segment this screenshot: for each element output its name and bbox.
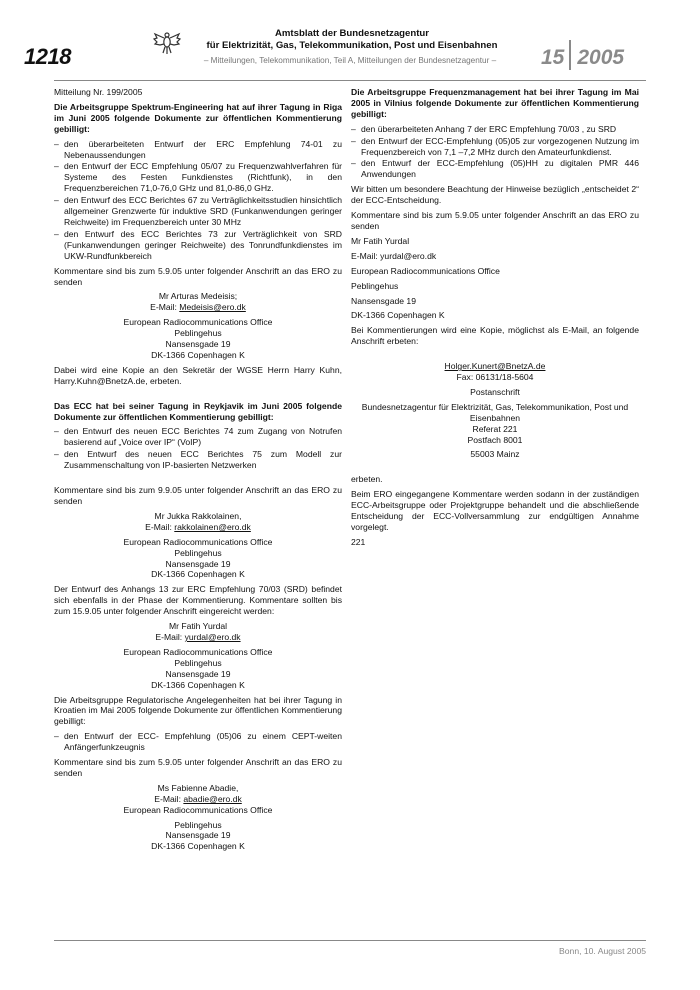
list-item: – den Entwurf des neuen ECC Berichtes 74 zum Zugang von Notrufen basierend auf „Voice over IP“ (VoIP)	[54, 426, 342, 448]
address-building: Peblingehus	[174, 547, 222, 558]
list-item: – den Entwurf der ECC- Empfehlung (05)06 zu einem CEPT-weiten Anfängerfunkzeugnis	[54, 731, 342, 753]
address-name: Mr Fatih Yurdal	[168, 621, 228, 632]
address-email-line: E-Mail: rakkolainen@ero.dk	[145, 521, 251, 532]
section2-heading: Das ECC hat bei seiner Tagung in Reykjavik im Juni 2005 folgende Dokumente zur öffentlichen Kommentierung gebilligt:	[54, 400, 342, 422]
fax-number: Fax: 06131/18-5604	[456, 372, 534, 383]
footer-date: Bonn, 10. August 2005	[559, 946, 646, 956]
address-city: DK-1366 Copenhagen K	[151, 841, 245, 852]
gazette-title-line1: Amtsblatt der Bundesnetzagentur	[274, 28, 430, 39]
section2-list	[54, 426, 342, 471]
reference-number: 221	[351, 536, 366, 547]
address-name: Mr Jukka Rakkolainen,	[154, 510, 242, 521]
section1-list	[54, 139, 342, 262]
erbeten-text: erbeten.	[351, 474, 383, 485]
postal-label: Postanschrift	[470, 386, 520, 397]
federal-eagle-icon	[152, 28, 182, 58]
section5-note: Wir bitten um besondere Beachtung der Hinweise bezüglich „entscheidet 2“ der ECC-Entscheidung.	[351, 184, 639, 206]
right-column	[351, 87, 639, 552]
address-email-line: E-Mail: Medeisis@ero.dk	[150, 302, 246, 313]
address-org: European Radiocommunications Office	[123, 317, 273, 328]
email-link[interactable]: abadie@ero.dk	[183, 793, 242, 804]
section1-copy-note: Dabei wird eine Kopie an den Sekretär der WGSE Herrn Harry Kuhn, Harry.Kuhn@BnetzA.de, erbeten.	[54, 364, 342, 386]
address-block-1	[54, 291, 342, 360]
email-link[interactable]: Holger.Kunert@BnetzA.de	[444, 361, 546, 372]
address-referat: Referat 221	[472, 423, 518, 434]
issue-number: 15	[541, 46, 565, 69]
list-item: – den Entwurf der ECC-Empfehlung (05)05 zur vorgezogenen Nutzung im Frequenzbereich von 7,1 –7,2 MHz durch den Amateurfunkdienst.	[351, 136, 639, 158]
section5-comment: Kommentare sind bis zum 5.9.05 unter folgender Anschrift an das ERO zu senden	[351, 210, 639, 231]
address-street: Nansensgade 19	[165, 668, 231, 679]
address-block-4	[54, 783, 342, 852]
email-link[interactable]: yurdal@ero.dk	[184, 631, 241, 642]
address-block-2	[54, 511, 342, 580]
list-item: – den überarbeiteten Anhang 7 der ERC Empfehlung 70/03 , zu SRD	[351, 124, 639, 135]
address-street: Nansensgade 19	[165, 830, 231, 841]
address-org: European Radiocommunications Office	[351, 265, 500, 276]
address-name: Ms Fabienne Abadie,	[157, 782, 239, 793]
section4-comment: Kommentare sind bis zum 5.9.05 unter folgender Anschrift an das ERO zu senden	[54, 757, 342, 778]
section3-text: Der Entwurf des Anhangs 13 zur ERC Empfehlung 70/03 (SRD) befindet sich ebenfalls in der Phase der Kommentierung. Kommentare sollten bis zum 15.9.05 unter folgender Anschrift eingereicht werden:	[54, 584, 342, 617]
address-city: DK-1366 Copenhagen K	[151, 679, 245, 690]
section1-comment: Kommentare sind bis zum 5.9.05 unter folgender Anschrift an das ERO zu senden	[54, 265, 342, 287]
footer-divider	[54, 940, 646, 941]
address-street: Nansensgade 19	[165, 339, 231, 350]
email-link[interactable]: Medeisis@ero.dk	[179, 302, 246, 313]
section5-heading: Die Arbeitsgruppe Frequenzmanagement hat bei ihrer Tagung im Mai 2005 in Vilnius folgende Dokumente zur öffentlichen Kommentierung gebilligt:	[351, 87, 639, 119]
section4-text: Die Arbeitsgruppe Regulatorische Angelegenheiten hat bei ihrer Tagung in Kroatien im Mai 2005 folgende Dokumente zur öffentlichen Kommentierung gebilligt:	[54, 694, 342, 727]
gazette-subtitle: – Mitteilungen, Telekommunikation, Teil A, Mitteilungen der Bundesnetzagentur –	[203, 56, 497, 65]
section2-comment: Kommentare sind bis zum 9.9.05 unter folgender Anschrift an das ERO zu senden	[54, 485, 342, 506]
address-city: 55003 Mainz	[470, 449, 520, 460]
address-building: Peblingehus	[174, 657, 222, 668]
address-street: Nansensgade 19	[351, 295, 416, 306]
address-building: Peblingehus	[174, 328, 222, 339]
address-org: Bundesnetzagentur für Elektrizität, Gas, Telekommunikation, Post und Eisenbahnen	[361, 401, 629, 423]
header-divider	[54, 80, 646, 81]
address-org: European Radiocommunications Office	[123, 804, 273, 815]
address-name: Mr Arturas Medeisis;	[158, 291, 238, 302]
address-email-line: E-Mail: abadie@ero.dk	[154, 793, 242, 804]
section5-list	[351, 124, 639, 181]
gazette-title-line2: für Elektrizität, Gas, Telekommunikation, Post und Eisenbahnen	[206, 40, 498, 51]
address-block-3	[54, 621, 342, 690]
copy-request: Bei Kommentierungen wird eine Kopie, möglichst als E-Mail, an folgende Anschrift erbeten:	[351, 325, 639, 347]
address-name: Mr Fatih Yurdal	[351, 235, 410, 246]
address-postfach: Postfach 8001	[467, 434, 523, 445]
notice-id: Mitteilung Nr. 199/2005	[54, 87, 143, 97]
bnetza-address-block	[351, 361, 639, 460]
list-item: – den Entwurf des ECC Berichtes 67 zu Verträglichkeitsstudien hinsichtlich allgemeiner Grenzwerte für induktive SRD (Funkanwendungen geringer Reichweite) im Frequenzbereich unter 30 MHz	[54, 195, 342, 228]
list-item: – den Entwurf der ECC Empfehlung 05/07 zu Frequenzwahlverfahren für Systeme des Festen Funkdienstes (Richtfunk), in den Frequenzbereichen 71,0-76,0 GHz und 81,0-86,0 GHz.	[54, 161, 342, 194]
address-org: European Radiocommunications Office	[123, 646, 273, 657]
gazette-title	[192, 28, 512, 52]
address-building: Peblingehus	[351, 280, 399, 291]
address-city: DK-1366 Copenhagen K	[351, 310, 445, 321]
address-street: Nansensgade 19	[165, 558, 231, 569]
page-number: 1218	[24, 44, 71, 69]
address-org: European Radiocommunications Office	[123, 536, 273, 547]
address-city: DK-1366 Copenhagen K	[151, 349, 245, 360]
issue-year: 2005	[577, 46, 625, 69]
issue-marker	[541, 40, 624, 70]
closing-text: Beim ERO eingegangene Kommentare werden sodann in der zuständigen ECC-Arbeitsgruppe oder Projektgruppe behandelt und die abschließende Entscheidung der ECC-Vollversammlung zur endgültigen Annahme vorgelegt.	[351, 489, 639, 532]
address-email-line: E-Mail: yurdal@ero.dk	[155, 631, 241, 642]
address-email-line: E-Mail: yurdal@ero.dk	[351, 250, 437, 261]
address-city: DK-1366 Copenhagen K	[151, 569, 245, 580]
address-building: Peblingehus	[174, 819, 222, 830]
section1-heading: Die Arbeitsgruppe Spektrum-Engineering hat auf ihrer Tagung in Riga im Juni 2005 folgende Dokumente zur öffentlichen Kommentierung gebilligt:	[54, 101, 342, 134]
list-item: – den Entwurf des ECC Berichtes 73 zur Verträglichkeit von SRD (Funkanwendungen geringer Reichweite) des Tonrundfunkdienstes im UKW-Rundfunkbereich	[54, 229, 342, 262]
section4-list	[54, 731, 342, 753]
list-item: – den überarbeiteten Entwurf der ERC Empfehlung 74-01 zu Nebenaussendungen	[54, 139, 342, 161]
left-column	[54, 87, 342, 856]
list-item: – den Entwurf des neuen ECC Berichtes 75 zum Modell zur Zusammenschaltung von IP-basierten Netzwerken	[54, 449, 342, 471]
email-link[interactable]: rakkolainen@ero.dk	[174, 521, 251, 532]
list-item: – den Entwurf der ECC-Empfehlung (05)HH zu digitalen PMR 446 Anwendungen	[351, 158, 639, 180]
issue-divider	[569, 40, 571, 70]
